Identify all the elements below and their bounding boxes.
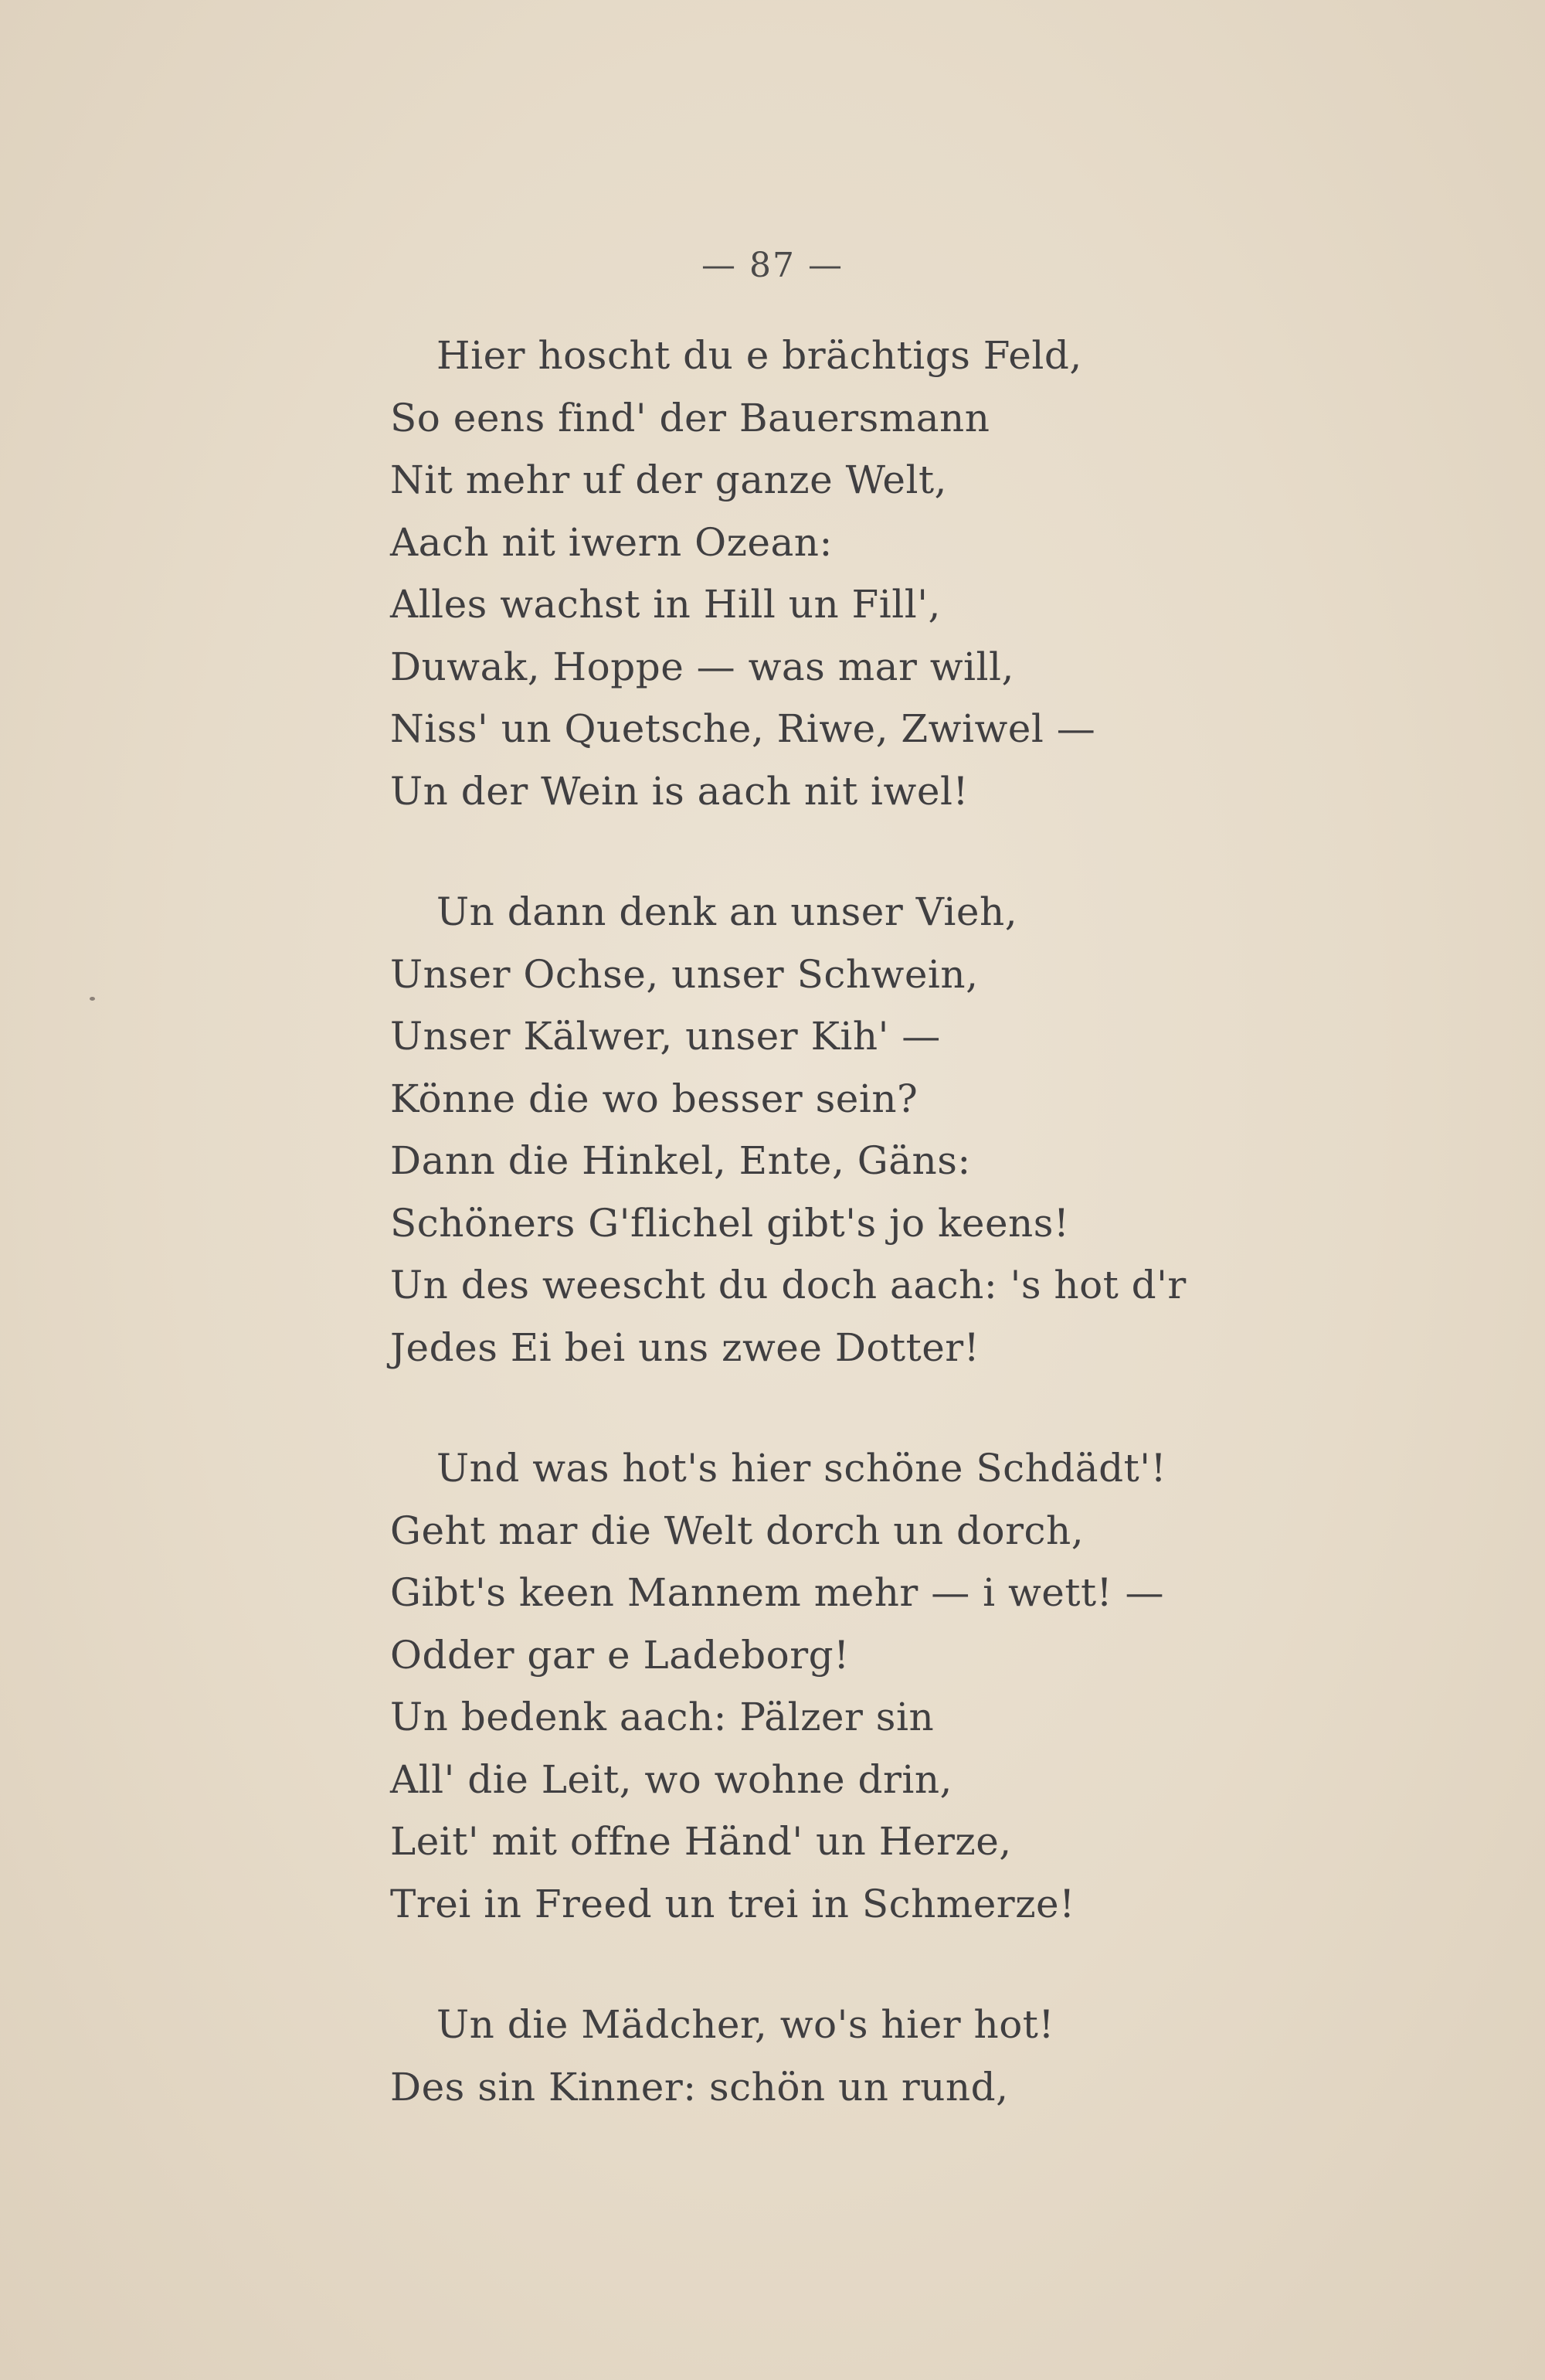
stanza-2: [390, 881, 1240, 1379]
poem-line: Trei in Freed un trei in Schmerze!: [390, 1881, 1075, 1926]
poem-line: Niss' un Quetsche, Riwe, Zwiwel —: [390, 706, 1096, 751]
poem-line: All' die Leit, wo wohne drin,: [390, 1756, 952, 1802]
poem-line: Schöners G'flichel gibt's jo keens!: [390, 1200, 1070, 1246]
poem-line: Un die Mädcher, wo's hier hot!: [436, 2002, 1054, 2047]
poem-line: Alles wachst in Hill un Fill',: [390, 582, 941, 627]
poem-line: Un der Wein is aach nit iwel!: [390, 768, 969, 814]
poem-line: Un bedenk aach: Pälzer sin: [390, 1695, 935, 1739]
poem-line: Odder gar e Ladeborg!: [390, 1632, 850, 1678]
stanza-4: [390, 1994, 1240, 2118]
poem-line: Un des weescht du doch aach: 's hot d'r: [390, 1263, 1187, 1307]
poem-line: Dann die Hinkel, Ente, Gäns:: [390, 1138, 971, 1183]
poem-line: Unser Kälwer, unser Kih' —: [390, 1014, 941, 1059]
poem-line: Duwak, Hoppe — was mar will,: [390, 644, 1014, 689]
poem-line: Des sin Kinner: schön un rund,: [390, 2064, 1009, 2110]
poem-line: Nit mehr uf der ganze Welt,: [390, 457, 947, 502]
poem-line: So eens find' der Bauersmann: [390, 395, 990, 440]
poem-line: Aach nit iwern Ozean:: [390, 519, 833, 565]
poem-line: Jedes Ei bei uns zwee Dotter!: [390, 1324, 980, 1370]
poem-line: Hier hoscht du e brächtigs Feld,: [436, 333, 1082, 378]
poem-line: Geht mar die Welt dorch un dorch,: [390, 1508, 1085, 1553]
paper-speck: [90, 997, 95, 1001]
stanza-3: [390, 1437, 1240, 1935]
poem-line: Und was hot's hier schöne Schdädt'!: [436, 1446, 1167, 1491]
poem-line: Könne die wo besser sein?: [390, 1076, 919, 1121]
page-number: — 87 —: [701, 246, 844, 285]
poem-line: Un dann denk an unser Vieh,: [436, 889, 1018, 934]
poem-line: Gibt's keen Mannem mehr — i wett! —: [390, 1570, 1165, 1615]
poem-line: Unser Ochse, unser Schwein,: [390, 951, 979, 997]
stanza-1: [390, 325, 1240, 822]
poem: [390, 325, 1240, 2177]
poem-line: Leit' mit offne Händ' un Herze,: [390, 1819, 1012, 1864]
